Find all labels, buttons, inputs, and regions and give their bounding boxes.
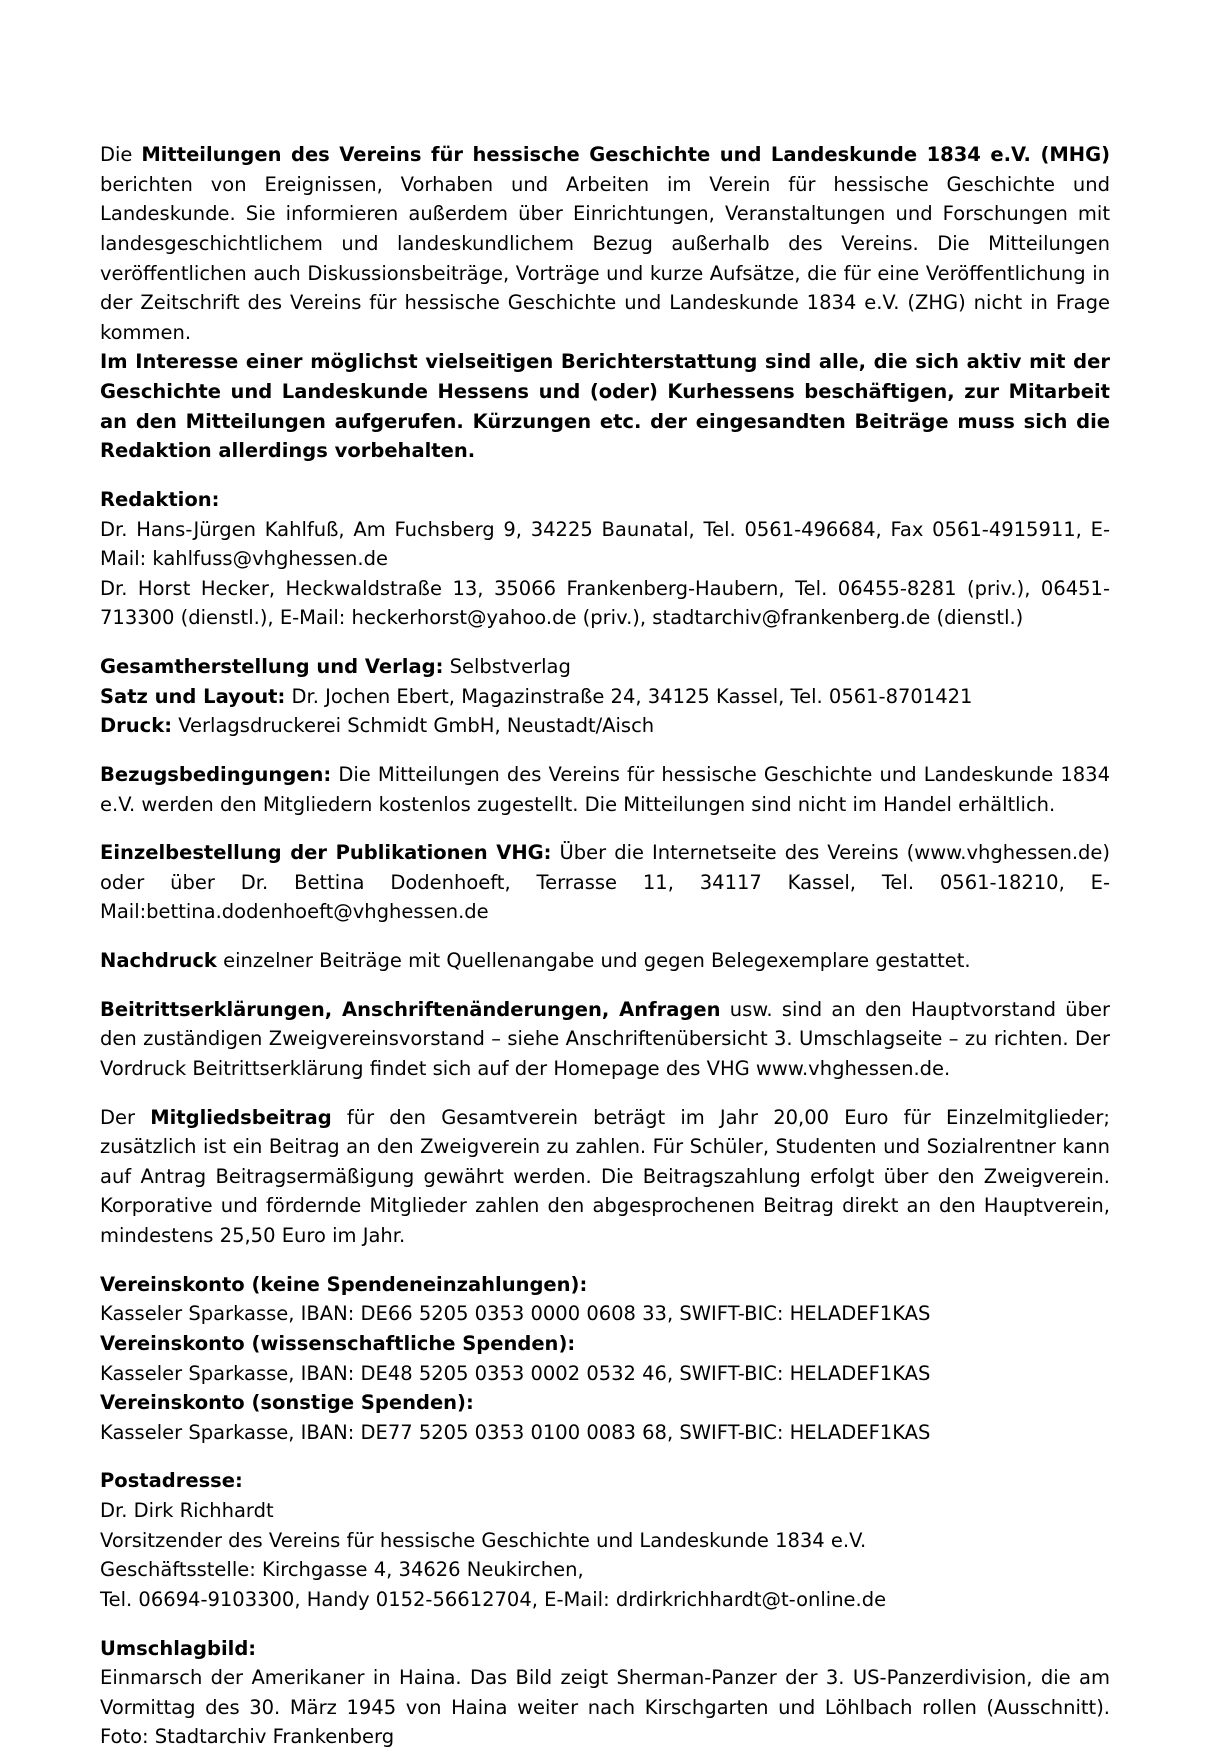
mitgliedsbeitrag-value: für den Gesamtverein beträgt im Jahr 20,00 Euro für Einzelmitglieder; zusätzlich ist ein Beitrag an den Zweigverein zu zahlen. Für Schüler, Studenten und Sozialrentner kann auf Antrag Beitragsermäßigung gewährt werden. Die Beitragszahlung erfolgt über den Zweigverein. Korporative und fördernde Mitglieder zahlen den abgesprochenen Beitrag direkt an den Hauptverein, mindestens 25,50 Euro im Jahr.: [100, 1105, 1110, 1247]
druck-value: Verlagsdruckerei Schmidt GmbH, Neustadt/Aisch: [172, 714, 655, 738]
postadresse-heading: Postadresse:: [100, 1469, 243, 1493]
beitrittserklaerungen-paragraph: [100, 995, 1110, 1084]
document-body: [100, 140, 1110, 1752]
vereinskonto-value-2: Kasseler Sparkasse, IBAN: DE48 5205 0353 0002 0532 46, SWIFT-BIC: HELADEF1KAS: [100, 1361, 931, 1385]
bezugsbedingungen-value: Die Mitteilungen des Vereins für hessische Geschichte und Landeskunde 1834 e.V. werden den Mitgliedern kostenlos zugestellt. Die Mitteilungen sind nicht im Handel erhältlich.: [100, 762, 1110, 816]
postadresse-line-4: Tel. 06694-9103300, Handy 0152-56612704, E-Mail: drdirkrichhardt@t-online.de: [100, 1587, 887, 1611]
intro-paragraph: [100, 140, 1110, 347]
vereinskonto-heading-3: Vereinskonto (sonstige Spenden):: [100, 1391, 474, 1415]
bezugsbedingungen-paragraph: [100, 760, 1110, 819]
nachdruck-value: einzelner Beiträge mit Quellenangabe und gegen Belegexemplare gestattet.: [216, 949, 971, 972]
spacer: [100, 927, 1110, 946]
spacer: [100, 633, 1110, 652]
spacer: [100, 466, 1110, 485]
redaktion-person-2: Dr. Horst Hecker, Heckwaldstraße 13, 35066 Frankenberg-Haubern, Tel. 06455-8281 (priv.), 06451-713300 (dienstl.), E-Mail: heckerhorst@yahoo.de (priv.), stadtarchiv@frankenberg.de (dienstl.): [100, 576, 1110, 630]
gesamtherstellung-value: Selbstverlag: [443, 655, 571, 678]
mitgliedsbeitrag-pre: Der: [100, 1105, 151, 1129]
spacer: [100, 1615, 1110, 1634]
spacer: [100, 1447, 1110, 1466]
redaktion-heading: Redaktion:: [100, 487, 220, 511]
druck-label: Druck:: [100, 714, 173, 738]
intro-call-to-action: Im Interesse einer möglichst vielseitigen Berichterstattung sind alle, die sich aktiv mit der Geschichte und Landeskunde Hessens und (oder) Kurhessens beschäftigen, zur Mitarbeit an den Mitteilungen aufgerufen. Kürzungen etc. der eingesandten Beiträge muss sich die Redaktion allerdings vorbehalten.: [100, 350, 1110, 463]
umschlagbild-heading: Umschlagbild:: [100, 1636, 257, 1660]
gesamtherstellung-label: Gesamtherstellung und Verlag:: [100, 655, 444, 678]
redaktion-person-1: Dr. Hans-Jürgen Kahlfuß, Am Fuchsberg 9, 34225 Baunatal, Tel. 0561-496684, Fax 0561-4915911, E-Mail: kahlfuss@vhghessen.de: [100, 517, 1110, 571]
einzelbestellung-label: Einzelbestellung der Publikationen VHG:: [100, 841, 552, 865]
vereinskonto-value-3: Kasseler Sparkasse, IBAN: DE77 5205 0353 0100 0083 68, SWIFT-BIC: HELADEF1KAS: [100, 1420, 931, 1444]
vereinskonto-value-1: Kasseler Sparkasse, IBAN: DE66 5205 0353 0000 0608 33, SWIFT-BIC: HELADEF1KAS: [100, 1302, 931, 1326]
intro-rest: berichten von Ereignissen, Vorhaben und Arbeiten im Verein für hessische Geschichte und Landeskunde. Sie informieren außerdem über Einrichtungen, Veranstaltungen und Forschungen mit landesgeschichtlichem und landeskundlichem Bezug außerhalb des Vereins. Die Mitteilungen veröffentlichen auch Diskussionsbeiträge, Vorträge und kurze Aufsätze, die für eine Veröffentlichung in der Zeitschrift des Vereins für hessische Geschichte und Landeskunde 1834 e.V. (ZHG) nicht in Frage kommen.: [100, 172, 1110, 344]
einzelbestellung-value: Über die Internetseite des Vereins (www.vhghessen.de) oder über Dr. Bettina Dodenhoeft, Terrasse 11, 34117 Kassel, Tel. 0561-18210, E-Mail:bettina.dodenhoeft@vhghessen.de: [100, 841, 1110, 924]
beitrittserklaerungen-label: Beitrittserklärungen, Anschriftenänderungen, Anfragen: [100, 997, 721, 1021]
intro-pre: Die: [100, 143, 142, 166]
spacer: [100, 976, 1110, 995]
vereinskonto-heading-1: Vereinskonto (keine Spendeneinzahlungen):: [100, 1272, 588, 1296]
postadresse-line-3: Geschäftsstelle: Kirchgasse 4, 34626 Neukirchen,: [100, 1558, 584, 1582]
bezugsbedingungen-label: Bezugsbedingungen:: [100, 762, 332, 786]
beitrittserklaerungen-value: usw. sind an den Hauptvorstand über den zuständigen Zweigvereinsvorstand – siehe Anschriftenübersicht 3. Umschlagseite – zu richten. Der Vordruck Beitrittserklärung findet sich auf der Homepage des VHG www.vhghessen.de.: [100, 997, 1110, 1080]
intro-title-bold: Mitteilungen des Vereins für hessische Geschichte und Landeskunde 1834 e.V. (MHG): [141, 143, 1111, 166]
satz-layout-line: [100, 682, 1110, 712]
druck-line: [100, 711, 1110, 741]
spacer: [100, 1084, 1110, 1103]
gesamtherstellung-line: [100, 652, 1110, 682]
nachdruck-label: Nachdruck: [100, 949, 217, 972]
mitgliedsbeitrag-label: Mitgliedsbeitrag: [150, 1105, 332, 1129]
einzelbestellung-paragraph: [100, 838, 1110, 927]
spacer: [100, 819, 1110, 838]
satz-layout-label: Satz und Layout:: [100, 684, 286, 708]
spacer: [100, 741, 1110, 760]
vereinskonto-heading-2: Vereinskonto (wissenschaftliche Spenden):: [100, 1331, 576, 1355]
postadresse-line-1: Dr. Dirk Richhardt: [100, 1499, 274, 1522]
mitgliedsbeitrag-paragraph: [100, 1103, 1110, 1251]
nachdruck-paragraph: [100, 946, 1110, 976]
satz-layout-value: Dr. Jochen Ebert, Magazinstraße 24, 34125 Kassel, Tel. 0561-8701421: [285, 684, 973, 708]
umschlagbild-caption: Einmarsch der Amerikaner in Haina. Das Bild zeigt Sherman-Panzer der 3. US-Panzerdivision, die am Vormittag des 30. März 1945 von Haina weiter nach Kirschgarten und Löhlbach rollen (Ausschnitt). Foto: Stadtarchiv Frankenberg: [100, 1666, 1110, 1749]
postadresse-line-2: Vorsitzender des Vereins für hessische Geschichte und Landeskunde 1834 e.V.: [100, 1528, 867, 1552]
spacer: [100, 1251, 1110, 1270]
